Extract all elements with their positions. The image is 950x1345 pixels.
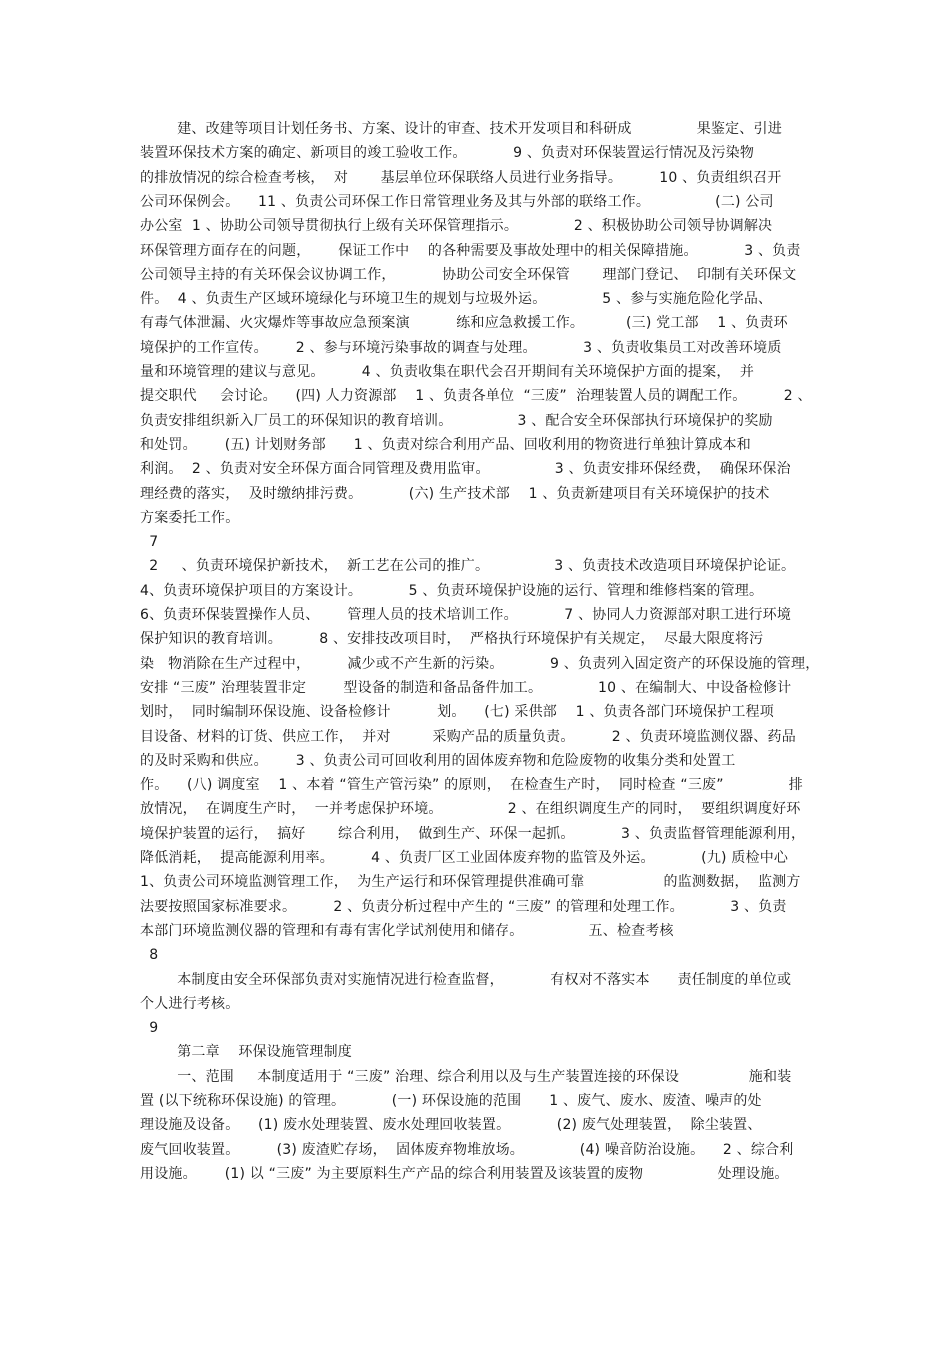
text-line: 8 <box>140 947 159 963</box>
text-line: 作。 (八) 调度室 1 、本着 “管生产管污染” 的原则， 在检查生产时， 同时检查 “三废” 排 <box>140 777 803 793</box>
text-line: 划时， 同时编制环保设施、设备检修计 划。 (七) 采供部 1 、负责各部门环境保护工程项 <box>140 704 774 720</box>
text-line: 公司领导主持的有关环保会议协调工作， 协助公司安全环保管 理部门登记、 印制有关环保文 <box>140 267 797 283</box>
text-line: 用设施。 (1) 以 “三废” 为主要原料生产产品的综合利用装置及该装置的废物 处理设施。 <box>140 1166 789 1182</box>
text-line: 一、范围 本制度适用于 “三废” 治理、综合利用以及与生产装置连接的环保设 施和装 <box>140 1069 792 1085</box>
text-line: 目设备、材料的订货、供应工作， 并对 采购产品的质量负责。 2 、负责环境监测仪器、药品 <box>140 729 796 745</box>
text-line: 法要按照国家标准要求。 2 、负责分析过程中产生的 “三废” 的管理和处理工作。 3 、负责 <box>140 899 787 915</box>
text-line: 和处罚。 (五) 计划财务部 1 、负责对综合利用产品、回收利用的物资进行单独计算成本和 <box>140 437 751 453</box>
text-line: 件。 4 、负责生产区域环境绿化与环境卫生的规划与垃圾外运。 5 、参与实施危险化学品、 <box>140 291 773 307</box>
text-line: 放情况， 在调度生产时， 一并考虑保护环境。 2 、在组织调度生产的同时， 要组织调度好环 <box>140 801 801 817</box>
text-line: 装置环保技术方案的确定、新项目的竣工验收工作。 9 、负责对环保装置运行情况及污染物 <box>140 145 755 161</box>
text-line: 置 (以下统称环保设施) 的管理。 (一) 环保设施的范围 1 、废气、废水、废渣、噪声的处 <box>140 1093 762 1109</box>
text-line: 4、负责环境保护项目的方案设计。 5 、负责环境保护设施的运行、管理和维修档案的管理。 <box>140 583 764 599</box>
text-line: 境保护装置的运行， 搞好 综合利用， 做到生产、环保一起抓。 3 、负责监督管理能源利用， <box>140 826 806 842</box>
text-line: 理设施及设备。 (1) 废水处理装置、废水处理回收装置。 (2) 废气处理装置， 除尘装置、 <box>140 1117 762 1133</box>
text-line: 利润。 2 、负责对安全环保方面合同管理及费用监审。 3 、负责安排环保经费， 确保环保治 <box>140 461 791 477</box>
text-line: 保护知识的教育培训。 8 、安排技改项目时， 严格执行环境保护有关规定， 尽最大限度将污 <box>140 631 764 647</box>
text-line: 个人进行考核。 <box>140 996 240 1012</box>
text-line: 量和环境管理的建议与意见。 4 、负责收集在职代会召开期间有关环境保护方面的提案， 并 <box>140 364 755 380</box>
text-line: 的排放情况的综合检查考核， 对 基层单位环保联络人员进行业务指导。 10 、负责组织召开 <box>140 170 782 186</box>
text-line: 2 、负责环境保护新技术， 新工艺在公司的推广。 3 、负责技术改造项目环境保护论证。 <box>140 558 796 574</box>
text-line: 1、负责公司环境监测管理工作， 为生产运行和环保管理提供准确可靠 的监测数据， 监测方 <box>140 874 801 890</box>
text-line: 本部门环境监测仪器的管理和有毒有害化学试剂使用和储存。 五、检查考核 <box>140 923 674 939</box>
text-line: 9 <box>140 1020 159 1036</box>
text-line: 6、负责环保装置操作人员、 管理人员的技术培训工作。 7 、协同人力资源部对职工进行环境 <box>140 607 792 623</box>
text-line: 有毒气体泄漏、火灾爆炸等事故应急预案演 练和应急救援工作。 (三) 党工部 1 、负责环 <box>140 315 788 331</box>
text-line: 办公室 1 、协助公司领导贯彻执行上级有关环保管理指示。 2 、积极协助公司领导协调解决 <box>140 218 773 234</box>
text-line: 本制度由安全环保部负责对实施情况进行检查监督， 有权对不落实本 责任制度的单位或 <box>140 972 792 988</box>
text-line: 7 <box>140 534 159 550</box>
text-line: 公司环保例会。 11 、负责公司环保工作日常管理业务及其与外部的联络工作。 (二) 公司 <box>140 194 774 210</box>
text-line: 境保护的工作宣传。 2 、参与环境污染事故的调查与处理。 3 、负责收集员工对改善环境质 <box>140 340 782 356</box>
text-line: 负责安排组织新入厂员工的环保知识的教育培训。 3 、配合安全环保部执行环境保护的奖励 <box>140 413 773 429</box>
text-line: 废气回收装置。 (3) 废渣贮存场， 固体废弃物堆放场。 (4) 噪音防治设施。 2 、综合利 <box>140 1142 794 1158</box>
text-line: 环保管理方面存在的问题， 保证工作中 的各种需要及事故处理中的相关保障措施。 3 、负责 <box>140 243 801 259</box>
text-line: 安排 “三废” 治理装置非定 型设备的制造和备品备件加工。 10 、在编制大、中设备检修计 <box>140 680 792 696</box>
text-line: 降低消耗， 提高能源利用率。 4 、负责厂区工业固体废弃物的监管及外运。 (九) 质检中心 <box>140 850 789 866</box>
text-line: 建、改建等项目计划任务书、方案、设计的审查、技术开发项目和科研成 果鉴定、引进 <box>140 121 782 137</box>
text-line: 提交职代 会讨论。 (四) 人力资源部 1 、负责各单位 “三废” 治理装置人员的调配工作。 2 、 <box>140 388 812 404</box>
text-line: 第二章 环保设施管理制度 <box>140 1044 353 1060</box>
text-line: 方案委托工作。 <box>140 510 240 526</box>
text-line: 的及时采购和供应。 3 、负责公司可回收利用的固体废弃物和危险废物的收集分类和处置工 <box>140 753 736 769</box>
text-line: 染 物消除在生产过程中， 减少或不产生新的污染。 9 、负责列入固定资产的环保设施的管理， <box>140 656 820 672</box>
text-line: 理经费的落实， 及时缴纳排污费。 (六) 生产技术部 1 、负责新建项目有关环境保护的技术 <box>140 486 770 502</box>
